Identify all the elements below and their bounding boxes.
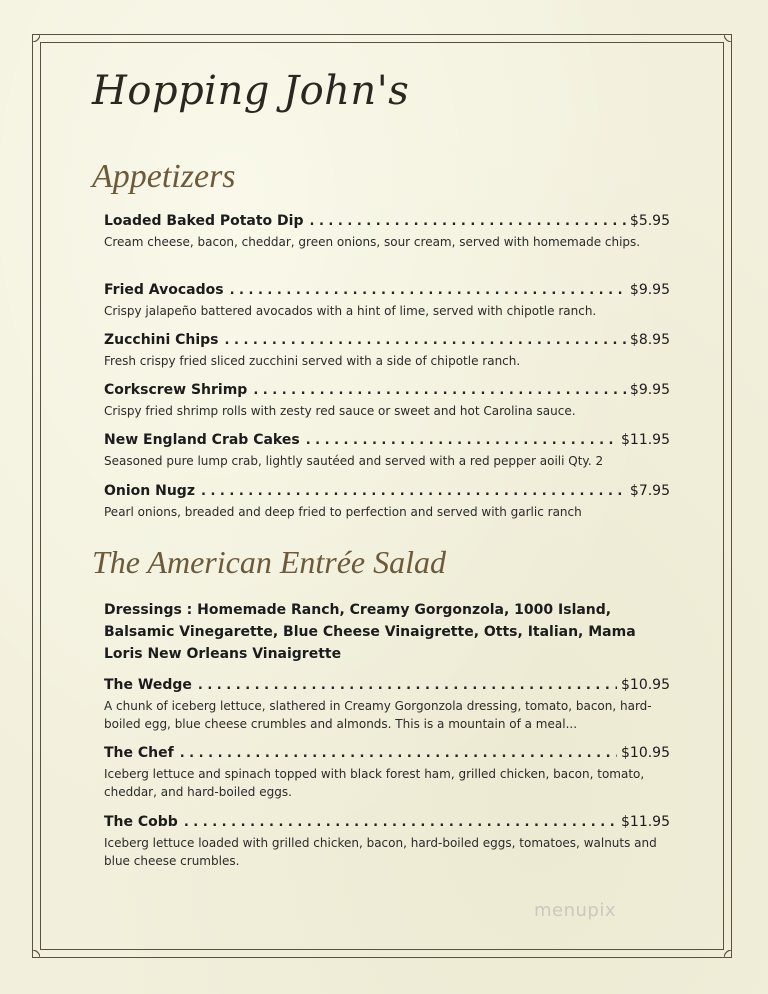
- item-name: Onion Nugz: [104, 483, 195, 499]
- item-description: Iceberg lettuce and spinach topped with black forest ham, grilled chicken, bacon, tomato, cheddar, and hard-boiled eggs.: [104, 767, 645, 799]
- menu-item: [104, 432, 670, 470]
- item-description: Cream cheese, bacon, cheddar, green onions, sour cream, served with homemade chips.: [104, 235, 641, 249]
- item-name: New England Crab Cakes: [104, 432, 300, 448]
- item-price: $11.95: [621, 814, 670, 830]
- corner-ornament-icon: [724, 950, 738, 964]
- dot-leader: [306, 433, 617, 448]
- item-name: The Wedge: [104, 677, 192, 693]
- dot-leader: [225, 333, 626, 348]
- item-name: The Cobb: [104, 814, 178, 830]
- menu-item: [104, 382, 670, 420]
- item-description: A chunk of iceberg lettuce, slathered in Creamy Gorgonzola dressing, tomato, bacon, hard-boiled egg, blue cheese crumbles and almonds. This is a mountain of a meal...: [104, 699, 652, 731]
- corner-ornament-icon: [724, 28, 738, 42]
- dot-leader: [201, 484, 626, 499]
- item-description: Seasoned pure lump crab, lightly sautéed and served with a red pepper aoili Qty. 2: [104, 454, 604, 468]
- item-description: Crispy jalapeño battered avocados with a hint of lime, served with chipotle ranch.: [104, 304, 597, 318]
- item-description: Crispy fried shrimp rolls with zesty red sauce or sweet and hot Carolina sauce.: [104, 404, 576, 418]
- item-name: Corkscrew Shrimp: [104, 382, 248, 398]
- dressings-list: Dressings : Homemade Ranch, Creamy Gorgonzola, 1000 Island, Balsamic Vinegarette, Blue Cheese Vinaigrette, Otts, Italian, Mama Loris New Orleans Vinaigrette: [104, 602, 636, 662]
- section-title-salads: The American Entrée Salad: [92, 544, 447, 580]
- item-price: $5.95: [629, 213, 670, 229]
- dot-leader: [253, 383, 626, 398]
- item-name: Loaded Baked Potato Dip: [104, 213, 304, 229]
- item-description: Fresh crispy fried sliced zucchini served with a side of chipotle ranch.: [104, 354, 521, 368]
- item-description: Pearl onions, breaded and deep fried to perfection and served with garlic ranch: [104, 505, 582, 519]
- item-price: $8.95: [629, 332, 670, 348]
- corner-ornament-icon: [26, 28, 40, 42]
- section-title-appetizers: Appetizers: [92, 158, 236, 195]
- menu-item: [104, 745, 670, 801]
- item-name: Zucchini Chips: [104, 332, 219, 348]
- dot-leader: [310, 214, 626, 229]
- menu-item: [104, 213, 670, 251]
- item-name: The Chef: [104, 745, 174, 761]
- item-price: $10.95: [621, 677, 670, 693]
- dot-leader: [230, 283, 626, 298]
- restaurant-name: Hopping John's: [92, 68, 410, 114]
- menu-item: [104, 483, 670, 521]
- item-price: $9.95: [629, 282, 670, 298]
- menu-item: [104, 332, 670, 370]
- item-price: $11.95: [621, 432, 670, 448]
- menu-item: [104, 814, 670, 870]
- dot-leader: [184, 815, 617, 830]
- item-price: $10.95: [621, 745, 670, 761]
- watermark: menupix: [534, 900, 617, 921]
- menu-item: [104, 677, 670, 733]
- corner-ornament-icon: [26, 950, 40, 964]
- item-price: $9.95: [629, 382, 670, 398]
- item-description: Iceberg lettuce loaded with grilled chicken, bacon, hard-boiled eggs, tomatoes, walnuts and blue cheese crumbles.: [104, 836, 657, 868]
- dot-leader: [180, 746, 617, 761]
- item-price: $7.95: [629, 483, 670, 499]
- dot-leader: [198, 678, 617, 693]
- menu-item: [104, 282, 670, 320]
- item-name: Fried Avocados: [104, 282, 224, 298]
